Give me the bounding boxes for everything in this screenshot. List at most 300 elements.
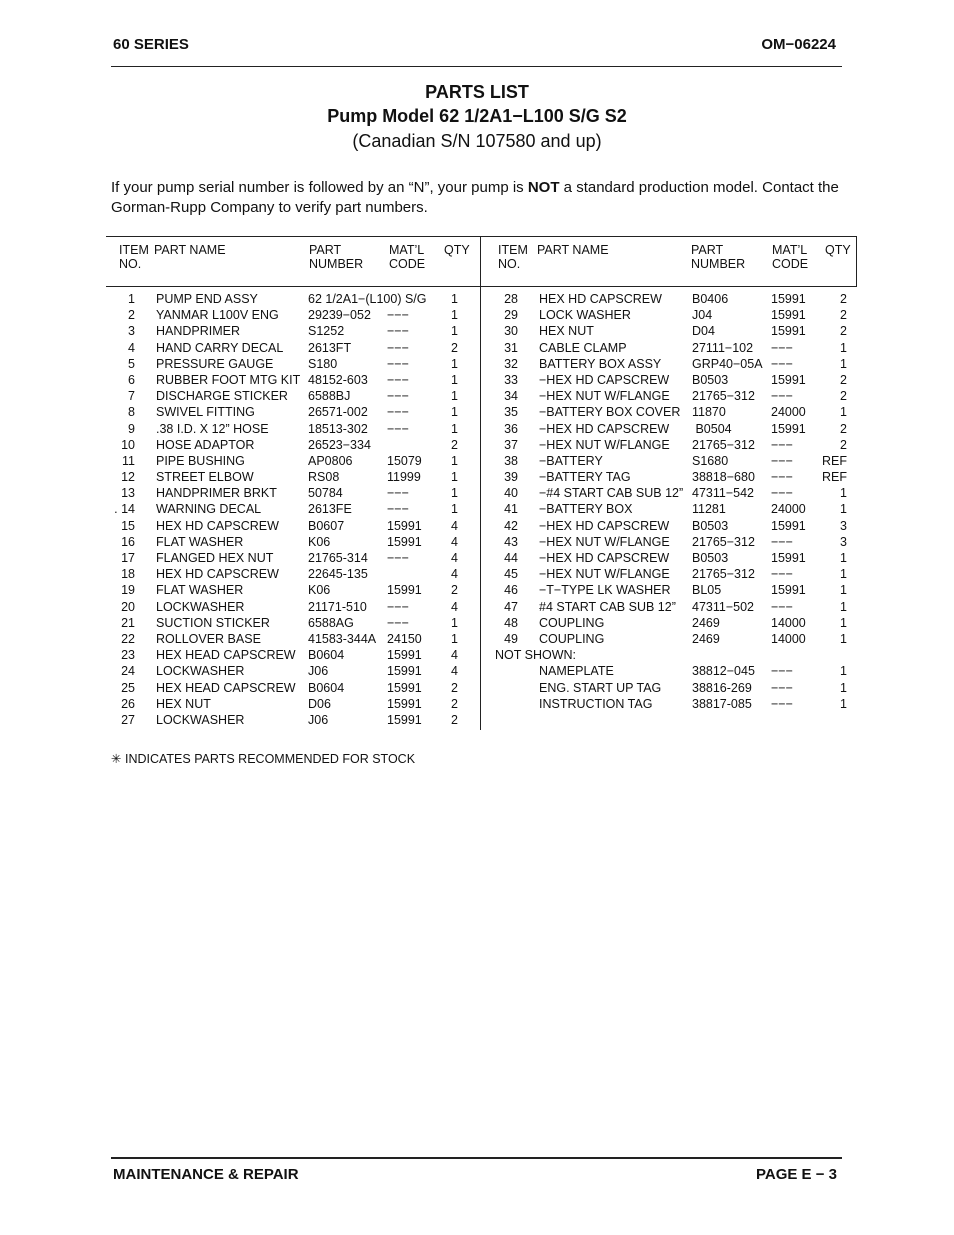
item-number: 17 (121, 551, 135, 565)
item-number: 11 (122, 453, 135, 468)
header-text: NO. (119, 257, 142, 271)
material-code: 15991 (771, 421, 806, 436)
part-name: −HEX HD CAPSCREW (539, 518, 670, 533)
header-rule (111, 66, 842, 67)
part-number: 6588BJ (308, 389, 351, 404)
item-number: 8 (128, 405, 135, 420)
part-name: −BATTERY TAG (539, 470, 631, 485)
title-block (0, 80, 954, 154)
table-row (482, 323, 854, 339)
part-name: ENG. START UP TAG (539, 680, 662, 695)
part-number: S1680 (692, 453, 729, 468)
material-code: −−− (771, 389, 793, 404)
part-number: B0504 (692, 421, 732, 436)
quantity: 2 (451, 680, 458, 695)
quantity: 2 (840, 437, 847, 452)
table-header-border (106, 286, 857, 287)
table-row (482, 631, 854, 647)
material-code: 24000 (771, 405, 806, 420)
table-row (482, 388, 854, 404)
part-number: B0503 (692, 372, 729, 387)
material-code: 15991 (387, 583, 422, 598)
part-number: 21765−312 (692, 389, 755, 404)
material-code: −−− (771, 534, 793, 549)
quantity: 1 (451, 615, 458, 630)
intro-emphasis: NOT (527, 179, 560, 196)
quantity: REF (822, 453, 847, 468)
quantity: 1 (840, 631, 847, 646)
table-row (106, 340, 478, 356)
stock-footnote (111, 751, 415, 766)
part-name: LOCKWASHER (156, 712, 245, 727)
item-number: . 14 (114, 502, 135, 517)
quantity: 2 (451, 340, 458, 355)
part-name: −HEX HD CAPSCREW (539, 372, 670, 387)
quantity: 2 (451, 712, 458, 727)
part-number: B0503 (692, 551, 729, 565)
item-number: 18 (121, 567, 135, 582)
part-name: FLANGED HEX NUT (156, 551, 274, 565)
material-code: −−− (387, 599, 409, 614)
parts-table (106, 236, 857, 730)
table-row (106, 485, 478, 501)
material-code: 15991 (771, 583, 806, 598)
table-row (482, 291, 854, 307)
table-row (106, 404, 478, 420)
quantity: 1 (840, 486, 847, 501)
item-number: 32 (504, 356, 518, 371)
part-number: 22645-135 (308, 567, 368, 582)
item-number: 47 (504, 599, 518, 614)
material-code: −−− (387, 340, 409, 355)
table-row (106, 599, 478, 615)
table-row (482, 696, 854, 712)
part-name: DISCHARGE STICKER (156, 389, 288, 404)
page-number: PAGE E − 3 (755, 1166, 837, 1183)
part-name: LOCKWASHER (156, 599, 245, 614)
table-row (482, 663, 854, 679)
table-row (106, 388, 478, 404)
part-number: D04 (692, 324, 715, 339)
material-code: −−− (387, 502, 409, 517)
table-row (482, 534, 854, 550)
part-number: 21765−312 (692, 567, 755, 582)
table-row (482, 501, 854, 517)
table-row (106, 680, 478, 696)
section-label: MAINTENANCE & REPAIR (113, 1166, 299, 1183)
part-name: −HEX NUT W/FLANGE (539, 567, 670, 582)
table-row (106, 712, 478, 728)
header-text: NO. (498, 257, 521, 271)
table-row (482, 518, 854, 534)
table-row (482, 680, 854, 696)
part-name: BATTERY BOX ASSY (539, 356, 662, 371)
part-name: HEX HEAD CAPSCREW (156, 680, 296, 695)
material-code: −−− (387, 308, 409, 323)
part-name: −HEX NUT W/FLANGE (539, 437, 670, 452)
material-code: 14000 (771, 615, 806, 630)
header-text: ITEM (119, 243, 149, 257)
quantity: 1 (840, 502, 847, 517)
item-number: 45 (504, 567, 518, 582)
material-code: −−− (387, 324, 409, 339)
part-number: J06 (308, 664, 329, 679)
table-row (106, 307, 478, 323)
pump-model-title: Pump Model 62 1/2A1−L100 S/G S2 (327, 106, 627, 126)
item-number: 40 (504, 486, 518, 501)
quantity: 2 (840, 389, 847, 404)
item-number: 13 (121, 486, 135, 501)
quantity: 1 (840, 405, 847, 420)
material-code: 15991 (387, 534, 422, 549)
part-number: B0503 (692, 518, 729, 533)
part-name: LOCK WASHER (539, 308, 631, 323)
material-code: 15991 (387, 518, 422, 533)
quantity: 1 (840, 664, 847, 679)
part-name: −HEX NUT W/FLANGE (539, 534, 670, 549)
part-name: HEX HD CAPSCREW (156, 567, 279, 582)
table-row (482, 453, 854, 469)
quantity: 1 (840, 340, 847, 355)
quantity: 1 (451, 405, 458, 420)
material-code: −−− (771, 696, 793, 711)
table-row (106, 421, 478, 437)
part-number: 21765-314 (308, 551, 368, 565)
header-qty: QTY (825, 243, 851, 257)
part-name: −BATTERY BOX (539, 502, 633, 517)
header-text: PART (309, 243, 342, 257)
part-number: 2613FT (308, 340, 352, 355)
material-code: −−− (771, 340, 793, 355)
part-number: 48152-603 (308, 372, 368, 387)
header-text: PART (691, 243, 724, 257)
part-name: COUPLING (539, 631, 605, 646)
table-row (106, 453, 478, 469)
quantity: 2 (451, 696, 458, 711)
table-row (482, 437, 854, 453)
item-number: 1 (128, 292, 135, 306)
item-number: 6 (128, 372, 135, 387)
header-text: CODE (389, 257, 426, 271)
material-code: −−− (387, 421, 409, 436)
material-code: 11999 (387, 470, 421, 485)
table-row (482, 340, 854, 356)
footnote-text: INDICATES PARTS RECOMMENDED FOR STOCK (124, 752, 416, 766)
quantity: 1 (451, 372, 458, 387)
part-number: 2469 (692, 631, 720, 646)
material-code: 15991 (387, 648, 422, 663)
material-code: 15991 (771, 324, 806, 339)
part-name: LOCKWASHER (156, 664, 245, 679)
quantity: 1 (451, 453, 458, 468)
part-name: ROLLOVER BASE (156, 631, 261, 646)
quantity: 3 (840, 518, 847, 533)
part-number: B0406 (692, 292, 729, 306)
header-qty: QTY (444, 243, 470, 257)
part-name: FLAT WASHER (156, 583, 244, 598)
serial-range-subtitle: (Canadian S/N 107580 and up) (352, 131, 602, 151)
part-number: 6588AG (308, 615, 354, 630)
material-code: −−− (387, 486, 409, 501)
quantity: 4 (451, 518, 458, 533)
item-number: 34 (504, 389, 518, 404)
part-name: HEX HD CAPSCREW (156, 518, 279, 533)
part-name: HANDPRIMER (156, 324, 241, 339)
quantity: 1 (840, 583, 847, 598)
part-number: 41583-344A (308, 631, 377, 646)
item-number: 5 (128, 356, 135, 371)
item-number: 43 (504, 534, 518, 549)
table-row (106, 356, 478, 372)
header-text: ITEM (498, 243, 528, 257)
item-number: 31 (504, 340, 518, 355)
item-number: 30 (504, 324, 518, 339)
item-number: 2 (128, 308, 135, 323)
material-code: 14000 (771, 631, 806, 646)
header-matl-code (389, 243, 425, 271)
item-number: 9 (128, 421, 135, 436)
material-code: 15991 (771, 518, 806, 533)
quantity: 1 (451, 389, 458, 404)
item-number: 36 (504, 421, 518, 436)
quantity: 1 (840, 680, 847, 695)
table-row (482, 615, 854, 631)
part-name: PUMP END ASSY (156, 292, 258, 306)
quantity: 2 (840, 421, 847, 436)
header-text: MAT’L (772, 243, 808, 257)
material-code: 15991 (387, 712, 422, 727)
header-part-name: PART NAME (537, 243, 609, 257)
quantity: 1 (840, 615, 847, 630)
header-text: NUMBER (691, 257, 746, 271)
material-code: −−− (771, 486, 793, 501)
part-name: #4 START CAB SUB 12” (539, 599, 676, 614)
part-name: HEX NUT (156, 696, 211, 711)
quantity: 1 (451, 324, 458, 339)
part-number: B0604 (308, 648, 345, 663)
table-row (106, 372, 478, 388)
header-item-no (498, 243, 528, 271)
table-top-border (106, 236, 857, 237)
quantity: 2 (840, 292, 847, 306)
not-shown-text: NOT SHOWN: (495, 648, 577, 663)
quantity: 1 (451, 486, 458, 501)
item-number: 23 (121, 648, 135, 663)
table-column-divider (480, 236, 481, 730)
quantity: 1 (451, 421, 458, 436)
material-code: −−− (771, 437, 793, 452)
header-text: CODE (772, 257, 809, 271)
item-number: 41 (504, 502, 518, 517)
part-number: B0604 (308, 680, 345, 695)
quantity: 2 (451, 437, 458, 452)
table-row (106, 501, 478, 517)
table-row (106, 566, 478, 582)
table-row (106, 550, 478, 566)
part-number: 18513-302 (308, 421, 368, 436)
part-number: 26571-002 (308, 405, 368, 420)
part-name: −BATTERY BOX COVER (539, 405, 681, 420)
part-number: BL05 (692, 583, 722, 598)
part-name: −HEX NUT W/FLANGE (539, 389, 670, 404)
material-code: −−− (771, 356, 793, 371)
material-code: −−− (771, 664, 793, 679)
item-number: 29 (504, 308, 518, 323)
table-row (106, 469, 478, 485)
material-code: 15991 (387, 680, 422, 695)
table-row (482, 469, 854, 485)
material-code: −−− (387, 551, 409, 565)
header-text: NUMBER (309, 257, 364, 271)
item-number: 44 (504, 551, 518, 565)
quantity: 4 (451, 648, 458, 663)
part-name: HOSE ADAPTOR (156, 437, 255, 452)
quantity: 2 (840, 308, 847, 323)
part-name: NAMEPLATE (539, 664, 614, 679)
part-number: 38812−045 (692, 664, 755, 679)
item-number: 19 (121, 583, 135, 598)
document-number: OM−06224 (761, 36, 836, 53)
item-number: 28 (504, 292, 518, 306)
item-number: 21 (121, 615, 135, 630)
part-name: STREET ELBOW (156, 470, 254, 485)
table-row (106, 631, 478, 647)
table-row (482, 582, 854, 598)
item-number: 26 (121, 696, 135, 711)
part-number: RS08 (308, 470, 340, 485)
asterisk-icon: ✳ (111, 752, 122, 766)
part-name: HEX HEAD CAPSCREW (156, 648, 296, 663)
material-code: −−− (771, 470, 793, 485)
quantity: 3 (840, 534, 847, 549)
header-part-name: PART NAME (154, 243, 226, 257)
part-name: WARNING DECAL (156, 502, 262, 517)
not-shown-list (482, 663, 854, 712)
page-title: PARTS LIST (425, 82, 529, 102)
part-number: 29239−052 (308, 308, 371, 323)
item-number: 16 (121, 534, 135, 549)
table-row (106, 291, 478, 307)
part-number: 2469 (692, 615, 720, 630)
part-number: 38818−680 (692, 470, 755, 485)
part-number: K06 (308, 534, 331, 549)
material-code: 15991 (387, 664, 422, 679)
header-part-number (309, 243, 363, 271)
part-number: D06 (308, 696, 331, 711)
item-number: 20 (121, 599, 135, 614)
quantity: 4 (451, 534, 458, 549)
item-number: 46 (504, 583, 518, 598)
material-code: −−− (387, 356, 409, 371)
table-row (482, 566, 854, 582)
table-row (106, 437, 478, 453)
part-name: CABLE CLAMP (539, 340, 627, 355)
part-name: SWIVEL FITTING (156, 405, 255, 420)
table-row (482, 356, 854, 372)
item-number: 4 (128, 340, 135, 355)
item-number: 3 (128, 324, 135, 339)
part-name: HAND CARRY DECAL (156, 340, 284, 355)
material-code: 15991 (771, 551, 806, 565)
part-number: B0607 (308, 518, 345, 533)
part-number: J04 (692, 308, 713, 323)
material-code: −−− (771, 567, 793, 582)
part-number: 21765−312 (692, 534, 755, 549)
header-item-no (119, 243, 149, 271)
part-name: INSTRUCTION TAG (539, 696, 653, 711)
part-name: COUPLING (539, 615, 605, 630)
table-row (106, 663, 478, 679)
part-name: SUCTION STICKER (156, 615, 270, 630)
quantity: 4 (451, 599, 458, 614)
part-number: 11281 (692, 502, 726, 517)
table-row (482, 550, 854, 566)
quantity: 1 (451, 470, 458, 485)
quantity: 1 (451, 356, 458, 371)
material-code: 15991 (771, 292, 806, 306)
intro-text-start: If your pump serial number is followed by an “N”, your pump is (111, 179, 528, 196)
item-number: 10 (121, 437, 135, 452)
table-row (106, 615, 478, 631)
part-number: J06 (308, 712, 329, 727)
intro-paragraph (111, 178, 851, 218)
table-row (482, 421, 854, 437)
header-part-number (691, 243, 745, 271)
part-name: YANMAR L100V ENG (156, 308, 279, 323)
material-code: 15991 (771, 308, 806, 323)
part-name: .38 I.D. X 12” HOSE (156, 421, 269, 436)
material-code: 24000 (771, 502, 806, 517)
quantity: 1 (840, 551, 847, 565)
quantity: 2 (840, 324, 847, 339)
part-number: 26523−334 (308, 437, 371, 452)
part-name: FLAT WASHER (156, 534, 244, 549)
table-row (482, 372, 854, 388)
quantity: 1 (840, 696, 847, 711)
material-code: −−− (387, 615, 409, 630)
series-label: 60 SERIES (113, 36, 189, 53)
item-number: 22 (121, 631, 135, 646)
table-row (482, 599, 854, 615)
part-name: HEX HD CAPSCREW (539, 292, 662, 306)
item-number: 7 (128, 389, 135, 404)
part-name: HANDPRIMER BRKT (156, 486, 277, 501)
material-code: 15991 (771, 372, 806, 387)
material-code: 15991 (387, 696, 422, 711)
part-number: 2613FE (308, 502, 352, 517)
part-number: 47311−542 (692, 486, 754, 501)
part-number: S1252 (308, 324, 345, 339)
material-code: 24150 (387, 631, 422, 646)
item-number: 49 (504, 631, 518, 646)
table-row (482, 485, 854, 501)
table-row (482, 404, 854, 420)
item-number: 12 (121, 470, 135, 485)
table-row (106, 696, 478, 712)
item-number: 24 (121, 664, 135, 679)
quantity: 1 (451, 292, 458, 306)
table-row (482, 307, 854, 323)
quantity: REF (822, 470, 847, 485)
table-row (106, 647, 478, 663)
part-number: 21765−312 (692, 437, 755, 452)
part-name: −T−TYPE LK WASHER (539, 583, 671, 598)
material-code: 15079 (387, 453, 422, 468)
quantity: 1 (451, 631, 458, 646)
quantity: 1 (840, 599, 847, 614)
item-number: 27 (121, 712, 135, 727)
material-code: −−− (771, 599, 793, 614)
